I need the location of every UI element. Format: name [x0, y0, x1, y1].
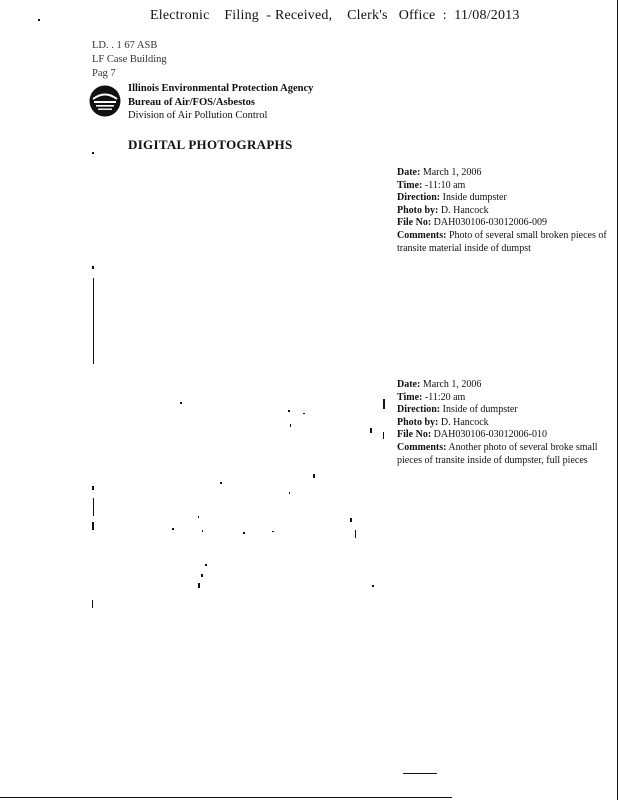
photo-by-value: D. Hancock: [440, 416, 489, 428]
scan-speck: [92, 266, 94, 269]
photo-by-label: Photo by:: [397, 204, 439, 216]
photo-edge-line: [93, 498, 94, 516]
scan-speck: [272, 531, 274, 532]
photo-caption-2: [397, 379, 607, 467]
comments-label: Comments:: [397, 441, 447, 453]
scan-speck: [350, 518, 352, 522]
date-label: Date:: [397, 167, 421, 178]
footer-rule: [403, 773, 437, 774]
scan-speck: [383, 432, 384, 439]
reference-id: LD. . 1 67 ASB: [92, 40, 158, 51]
scan-speck: [383, 399, 385, 409]
scan-speck: [92, 600, 93, 608]
scan-speck: [92, 152, 94, 154]
direction-label: Direction:: [397, 404, 441, 416]
photo-caption-1: [397, 167, 607, 255]
scan-speck: [313, 474, 315, 478]
file-label: File No:: [397, 429, 432, 441]
direction-value: Inside dumpster: [442, 192, 507, 204]
filing-stamp: Electronic Filing - Received, Clerk's Office : 11/08/2013: [150, 8, 520, 23]
scan-speck: [355, 530, 356, 538]
reference-page: Pag 7: [92, 68, 116, 79]
file-label: File No:: [397, 217, 432, 229]
time-label: Time:: [397, 179, 423, 191]
page-edge-line: [617, 0, 618, 800]
scan-speck: [92, 522, 94, 530]
scan-speck: [172, 528, 174, 530]
illinois-epa-seal-icon: [88, 84, 122, 118]
scan-speck: [198, 516, 199, 518]
date-label: Date:: [397, 379, 421, 390]
scan-speck: [370, 428, 372, 433]
comments-value: Photo of several small broken pieces of transite material inside of dumpst: [397, 229, 607, 254]
scan-speck: [92, 486, 94, 490]
photo-by-label: Photo by:: [397, 416, 439, 428]
scan-speck: [180, 402, 182, 404]
scan-speck: [303, 413, 305, 414]
date-value: March 1, 2006: [422, 167, 482, 178]
scan-speck: [290, 424, 291, 427]
comments-label: Comments:: [397, 229, 447, 241]
page-title: DIGITAL PHOTOGRAPHS: [128, 137, 293, 152]
time-label: Time:: [397, 391, 423, 403]
scan-speck: [289, 492, 290, 494]
time-value: -11:20 am: [424, 391, 466, 403]
direction-value: Inside of dumpster: [442, 404, 518, 416]
scan-speck: [243, 532, 245, 534]
date-value: March 1, 2006: [422, 379, 482, 390]
scan-speck: [201, 574, 203, 577]
agency-name: Illinois Environmental Protection Agency: [128, 83, 314, 94]
agency-block: [128, 82, 313, 123]
photo-by-value: D. Hancock: [440, 204, 489, 216]
scan-speck: [372, 585, 374, 587]
file-value: DAH030106-03012006-009: [433, 217, 547, 229]
scan-speck: [202, 530, 203, 532]
agency-bureau: Bureau of Air/FOS/Asbestos: [128, 96, 255, 108]
scan-speck: [198, 583, 200, 588]
reference-case: LF Case Building: [92, 54, 167, 65]
scan-speck: [38, 19, 40, 21]
direction-label: Direction:: [397, 192, 441, 204]
scan-speck: [205, 564, 207, 566]
scan-speck: [288, 410, 290, 412]
scan-speck: [220, 482, 222, 484]
comments-value: Another photo of several broke small pieces of transite inside of dumpster, full pieces: [397, 441, 598, 466]
agency-division: Division of Air Pollution Control: [128, 110, 268, 121]
time-value: -11:10 am: [424, 179, 466, 191]
page-bottom-edge: [0, 797, 452, 798]
photo-edge-line: [93, 278, 94, 364]
file-value: DAH030106-03012006-010: [433, 429, 547, 441]
